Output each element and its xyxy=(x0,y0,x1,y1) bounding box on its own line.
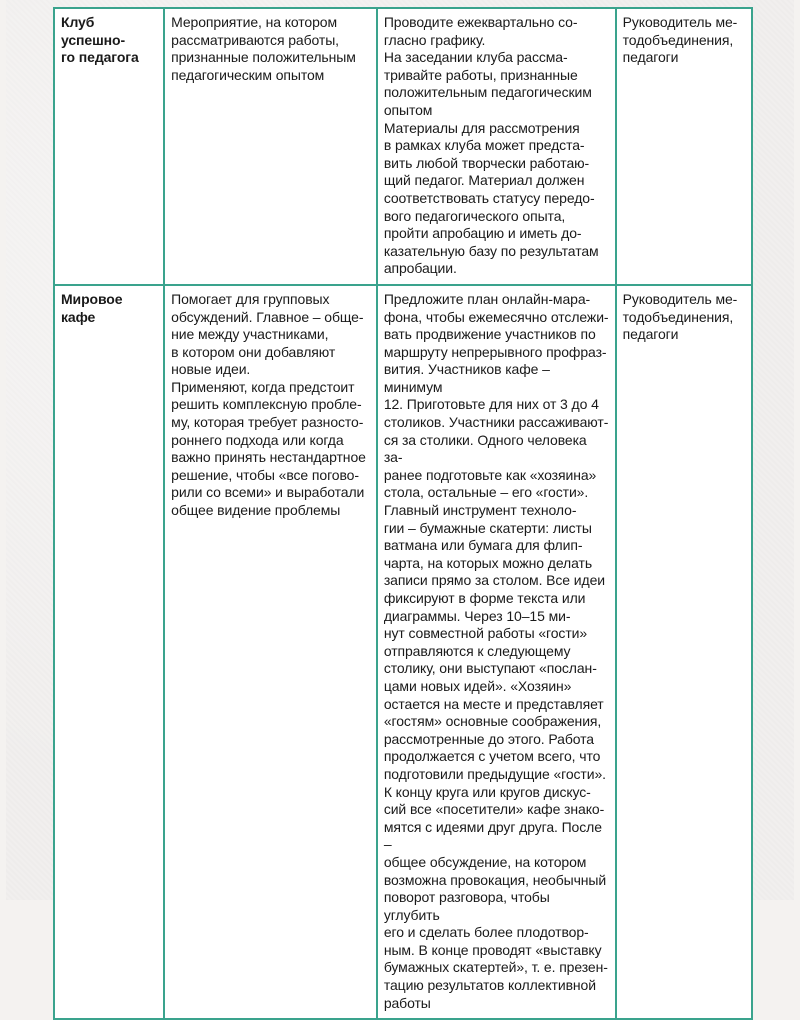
document-page xyxy=(6,0,794,1011)
methods-table xyxy=(53,7,753,1020)
recommendation-paragraph: Предложите план онлайн-мара- фона, чтобы ежемесячно отслежи- вать продвижение участников по маршруту непрерывного профраз- вития. Участников кафе – минимум 12. Приготовьте для них от 3 до 4 столиков. Участники рассаживают- ся за столики. Одного человека за- ранее подготовьте как «хозяина» стола, остальные – его «гости». Главный инструмент техноло- гии – бумажные скатерти: листы ватмана или бумага для флип- чарта, на которых можно делать записи прямо за столом. Все идеи фиксируют в форме текста или диаграммы. Через 10–15 ми- нут совместной работы «гости» отправляются к следующему столику, они выступают «послан- цами новых идей». «Хозяин» остается на месте и представляет «гостям» основные соображения, рассмотренные до этого. Работа продолжается с учетом всего, что подготовили предыдущие «гости». К концу круга или кругов дискус- сий все «посетители» кафе знако- мятся с идеями друг друга. После – общее обсуждение, на котором возможна провокация, необычный поворот разговора, чтобы углубить его и сделать более плодотвор- ным. В конце проводят «выставку бумажных скатертей», т. е. презен- тацию результатов коллективной работы xyxy=(383,290,609,1011)
description-text: Мероприятие, на котором рассматриваются работы, признанные положительным педагогическим опытом xyxy=(171,14,356,83)
responsible-text: Руководитель ме- тодобъединения, педагоги xyxy=(622,14,738,66)
description-cell xyxy=(164,285,377,1019)
table-row xyxy=(54,285,752,1019)
responsible-text: Руководитель ме- тодобъединения, педагоги xyxy=(622,290,738,343)
recommendation-paragraph: Материалы для рассмотрения в рамках клуба может предста- вить любой творчески работаю- щий педагог. Материал должен соответствовать статусу передо- вого педагогического опыта, пройти апробацию и иметь до- казательную базу по результатам апробации. xyxy=(383,119,599,277)
table-row xyxy=(54,8,752,285)
description-paragraph: Применяют, когда предстоит решить комплексную пробле- му, которая требует разносто- роннего подхода или когда важно принять нестандартное решение, чтобы «все погово- рили со всеми» и выработали общее видение проблемы xyxy=(171,378,366,519)
description-paragraph: Помогает для групповых обсуждений. Главное – обще- ние между участниками, в котором они добавляют новые идеи. xyxy=(171,290,364,378)
responsible-cell xyxy=(616,285,752,1019)
recommendation-paragraph: На заседании клуба рассма- тривайте работы, признанные положительным педагогическим опытом xyxy=(383,49,592,118)
recommendations-cell xyxy=(377,285,616,1019)
row-name: Мировое кафе xyxy=(61,290,123,325)
description-cell xyxy=(164,8,377,285)
recommendations-cell xyxy=(377,8,616,285)
row-name-cell xyxy=(54,285,164,1019)
row-name-cell xyxy=(54,8,164,285)
row-name: Клуб успешно- го педагога xyxy=(61,14,139,66)
responsible-cell xyxy=(616,8,752,285)
recommendation-paragraph: Проводите ежеквартально со- гласно графику. xyxy=(383,14,578,48)
